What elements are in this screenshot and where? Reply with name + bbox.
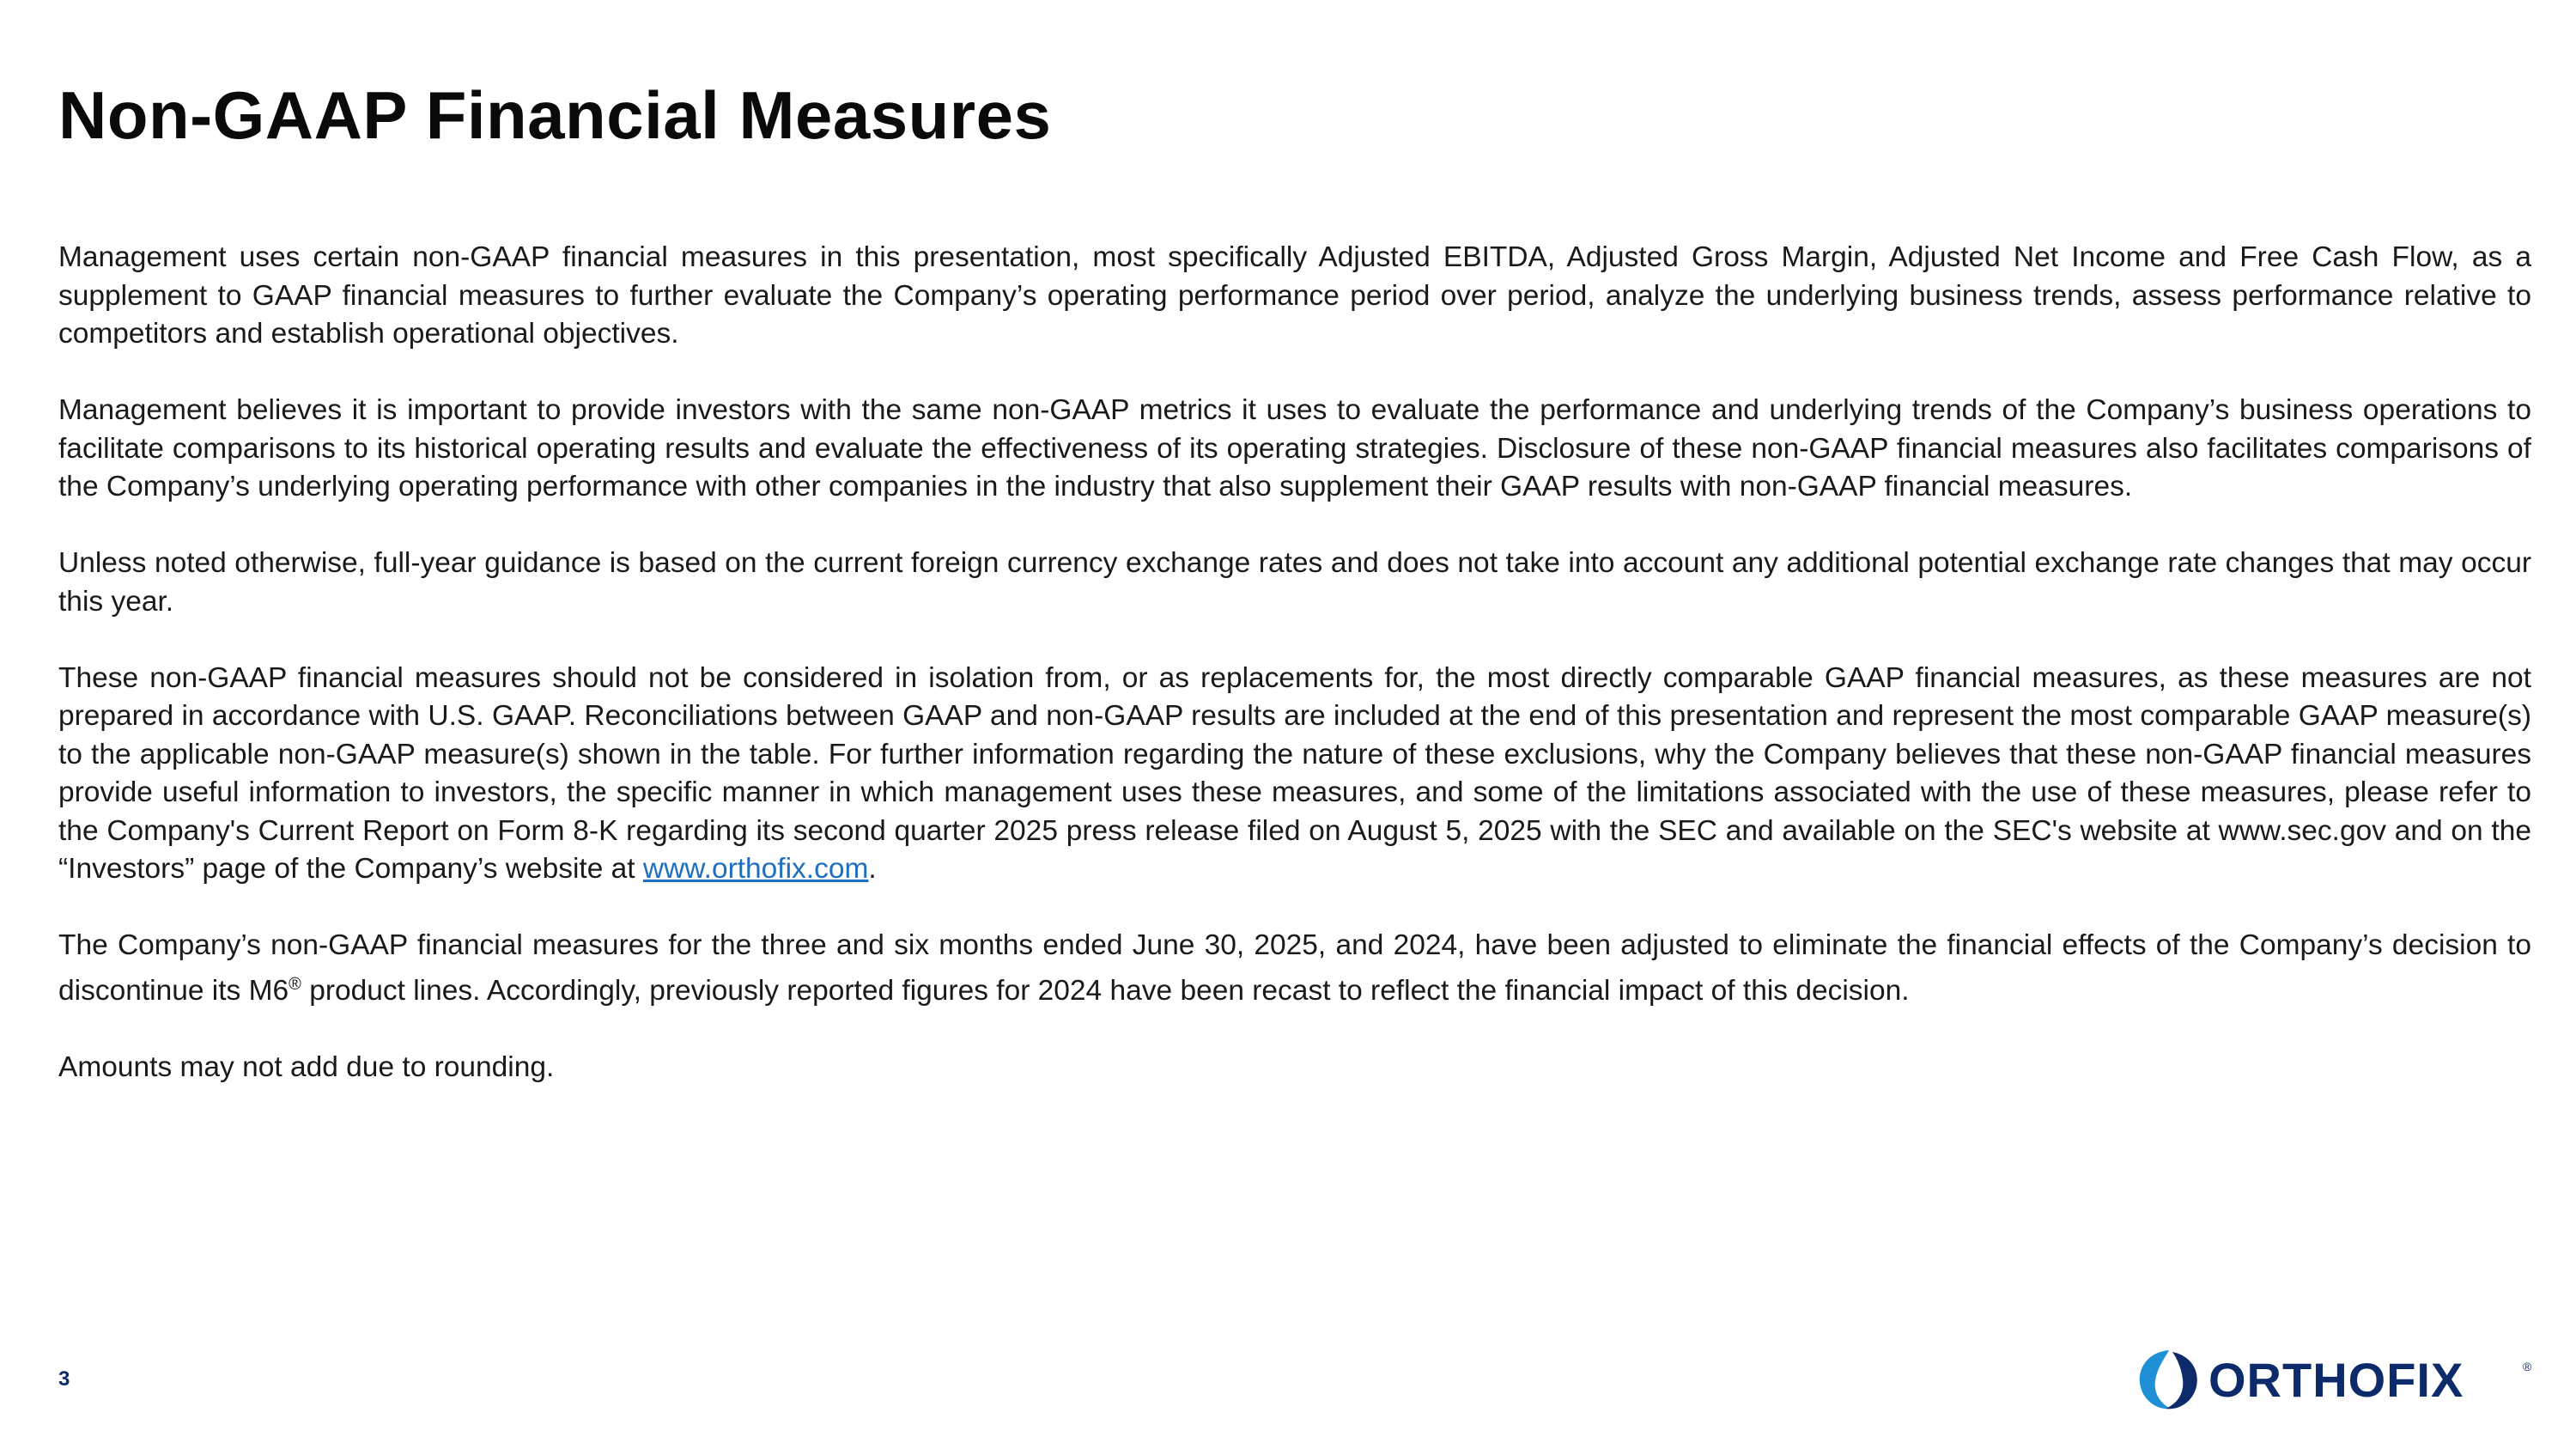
paragraph-investor-metrics: Management believes it is important to provide investors with the same non-GAAP metrics it uses to evaluate the performance and underlying trends of the Company’s business operations to facilitate comparisons to its historical operating results and evaluate the effectiveness of its operating strategies. Disclosure of these non-GAAP financial measures also facilitates comparisons of the Company’s underlying operating performance with other companies in the industry that also supplement their GAAP results with non-GAAP financial measures. bbox=[58, 394, 2531, 502]
orthofix-swirl-icon bbox=[2140, 1350, 2197, 1409]
orthofix-logo bbox=[2135, 1345, 2538, 1414]
paragraph-guidance-currency: Unless noted otherwise, full-year guidance is based on the current foreign currency exchange rates and does not take into account any additional potential exchange rate changes that may occur this year. bbox=[58, 547, 2531, 618]
logo-wordmark: ORTHOFIX bbox=[2208, 1353, 2464, 1407]
page-number: 3 bbox=[58, 1367, 70, 1391]
registered-mark: ® bbox=[289, 974, 301, 994]
paragraph-m6-text-after: product lines. Accordingly, previously reported figures for 2024 have been recast to reflect the financial impact of this decision. bbox=[301, 974, 1910, 1007]
paragraph-non-gaap-usage: Management uses certain non-GAAP financial measures in this presentation, most specifically Adjusted EBITDA, Adjusted Gross Margin, Adjusted Net Income and Free Cash Flow, as a supplement to GAAP financial measures to further evaluate the Company’s operating performance period over period, analyze the underlying business trends, assess performance relative to competitors and establish operational objectives. bbox=[58, 241, 2531, 350]
body-text bbox=[58, 239, 2531, 1087]
paragraph-m6-discontinuation bbox=[58, 927, 2531, 1010]
orthofix-website-link[interactable]: www.orthofix.com bbox=[642, 853, 869, 885]
paragraph-reconciliation-text: These non-GAAP financial measures should not be considered in isolation from, or as replacements for, the most directly comparable GAAP financial measures, as these measures are not prepared in accordance with U.S. GAAP. Reconciliations between GAAP and non-GAAP results are included at the end of this presentation and represent the most comparable GAAP measure(s) to the applicable non-GAAP measure(s) shown in the table. For further information regarding the nature of these exclusions, why the Company believes that these non-GAAP financial measures provide useful information to investors, the specific manner in which management uses these measures, and some of the limitations associated with the use of these measures, please refer to the Company's Current Report on Form 8-K regarding its second quarter 2025 press release filed on August 5, 2025 with the SEC and available on the SEC's website at www.sec.gov and on the “Investors” page of the Company’s website at bbox=[58, 661, 2531, 885]
paragraph-rounding-note: Amounts may not add due to rounding. bbox=[58, 1050, 555, 1083]
logo-registered-mark: ® bbox=[2523, 1360, 2532, 1373]
page-title: Non-GAAP Financial Measures bbox=[58, 77, 1052, 153]
paragraph-reconciliation-end: . bbox=[868, 853, 877, 885]
paragraph-m6-text-before: The Company’s non-GAAP financial measures for the three and six months ended June 30, 2025, and 2024, have been adjusted to eliminate the financial effects of the Company’s decision to discontinue its M6 bbox=[58, 929, 2531, 1007]
paragraph-reconciliation bbox=[58, 660, 2531, 889]
